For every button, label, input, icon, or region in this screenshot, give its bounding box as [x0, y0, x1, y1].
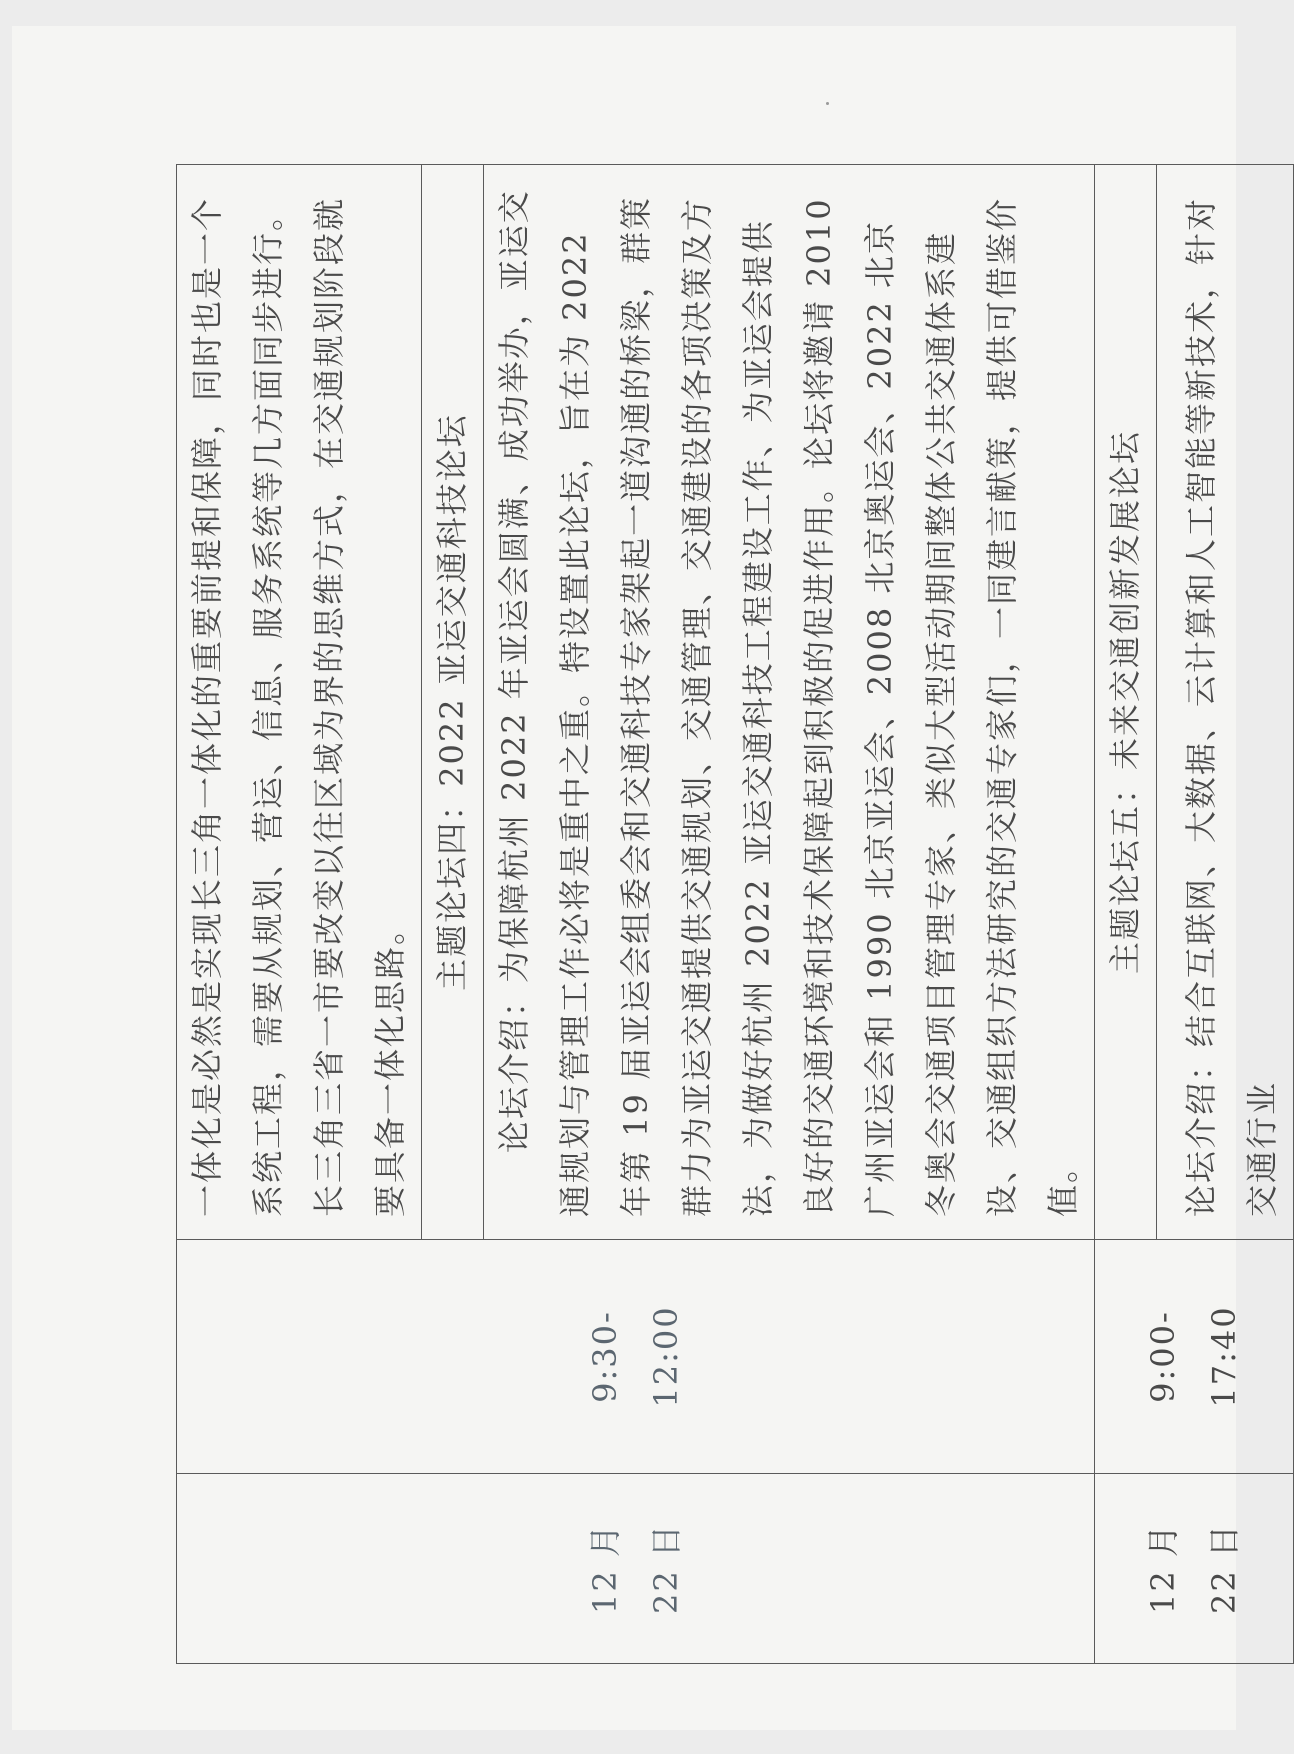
time-text: 9:00-17:40: [1144, 1305, 1243, 1408]
date-text: 12 月 22 日: [585, 1523, 685, 1614]
forum-title-cell: [422, 165, 484, 1240]
table-row: [177, 165, 422, 1664]
forum-title: 主题论坛五：未来交通创新发展论坛: [1106, 430, 1144, 975]
forum-title: 主题论坛四：2022 亚运交通科技论坛: [433, 413, 471, 991]
schedule-table: [176, 164, 1294, 1664]
description-text: 论坛介绍：为保障杭州 2022 年亚运会圆满、成功举办，亚运交通规划与管理工作必将是重中之重。特设置此论坛，旨在为 2022 年第 19 届亚运会组委会和交通科技专家架起一道沟通的桥梁，群策群力为亚运交通提供交通规划、交通管理、交通建设的各项决策及方法，为做好杭州 2022 亚运交通科技工程建设工作、为亚运会提供良好的交通环境和技术保障起到积极的促进作用。论坛将邀请 2010 广州亚运会和 1990 北京亚运会、2008 北京奥运会、2022 北京冬奥会交通项目管理专家、类似大型活动期间整体公共交通体系建设、交通组织方法研究的交通专家们，一同建言献策，提供可借鉴价值。: [495, 189, 1082, 1217]
description-text: 一体化是必然是实现长三角一体化的重要前提和保障，同时也是一个系统工程，需要从规划、营运、信息、服务系统等几方面同步进行。长三角三省一市要改变以往区域为界的思维方式，在交通规划阶段就要具备一体化思路。: [188, 196, 409, 1217]
description-cell: [484, 165, 1095, 1240]
description-text: 论坛介绍：结合互联网、大数据、云计算和人工智能等新技术，针对交通行业: [1182, 196, 1281, 1217]
time-cell: [177, 1240, 1095, 1474]
date-text: 12 月 22 日: [1144, 1523, 1243, 1614]
date-cell: [177, 1474, 1095, 1664]
description-cell: [1157, 165, 1294, 1240]
forum-title-cell: [1095, 165, 1157, 1240]
time-text: 9:30-12:00: [585, 1305, 685, 1408]
time-cell: [1095, 1240, 1294, 1474]
table-row: [1095, 165, 1157, 1664]
date-cell: [1095, 1474, 1294, 1664]
description-cell: [177, 165, 422, 1240]
